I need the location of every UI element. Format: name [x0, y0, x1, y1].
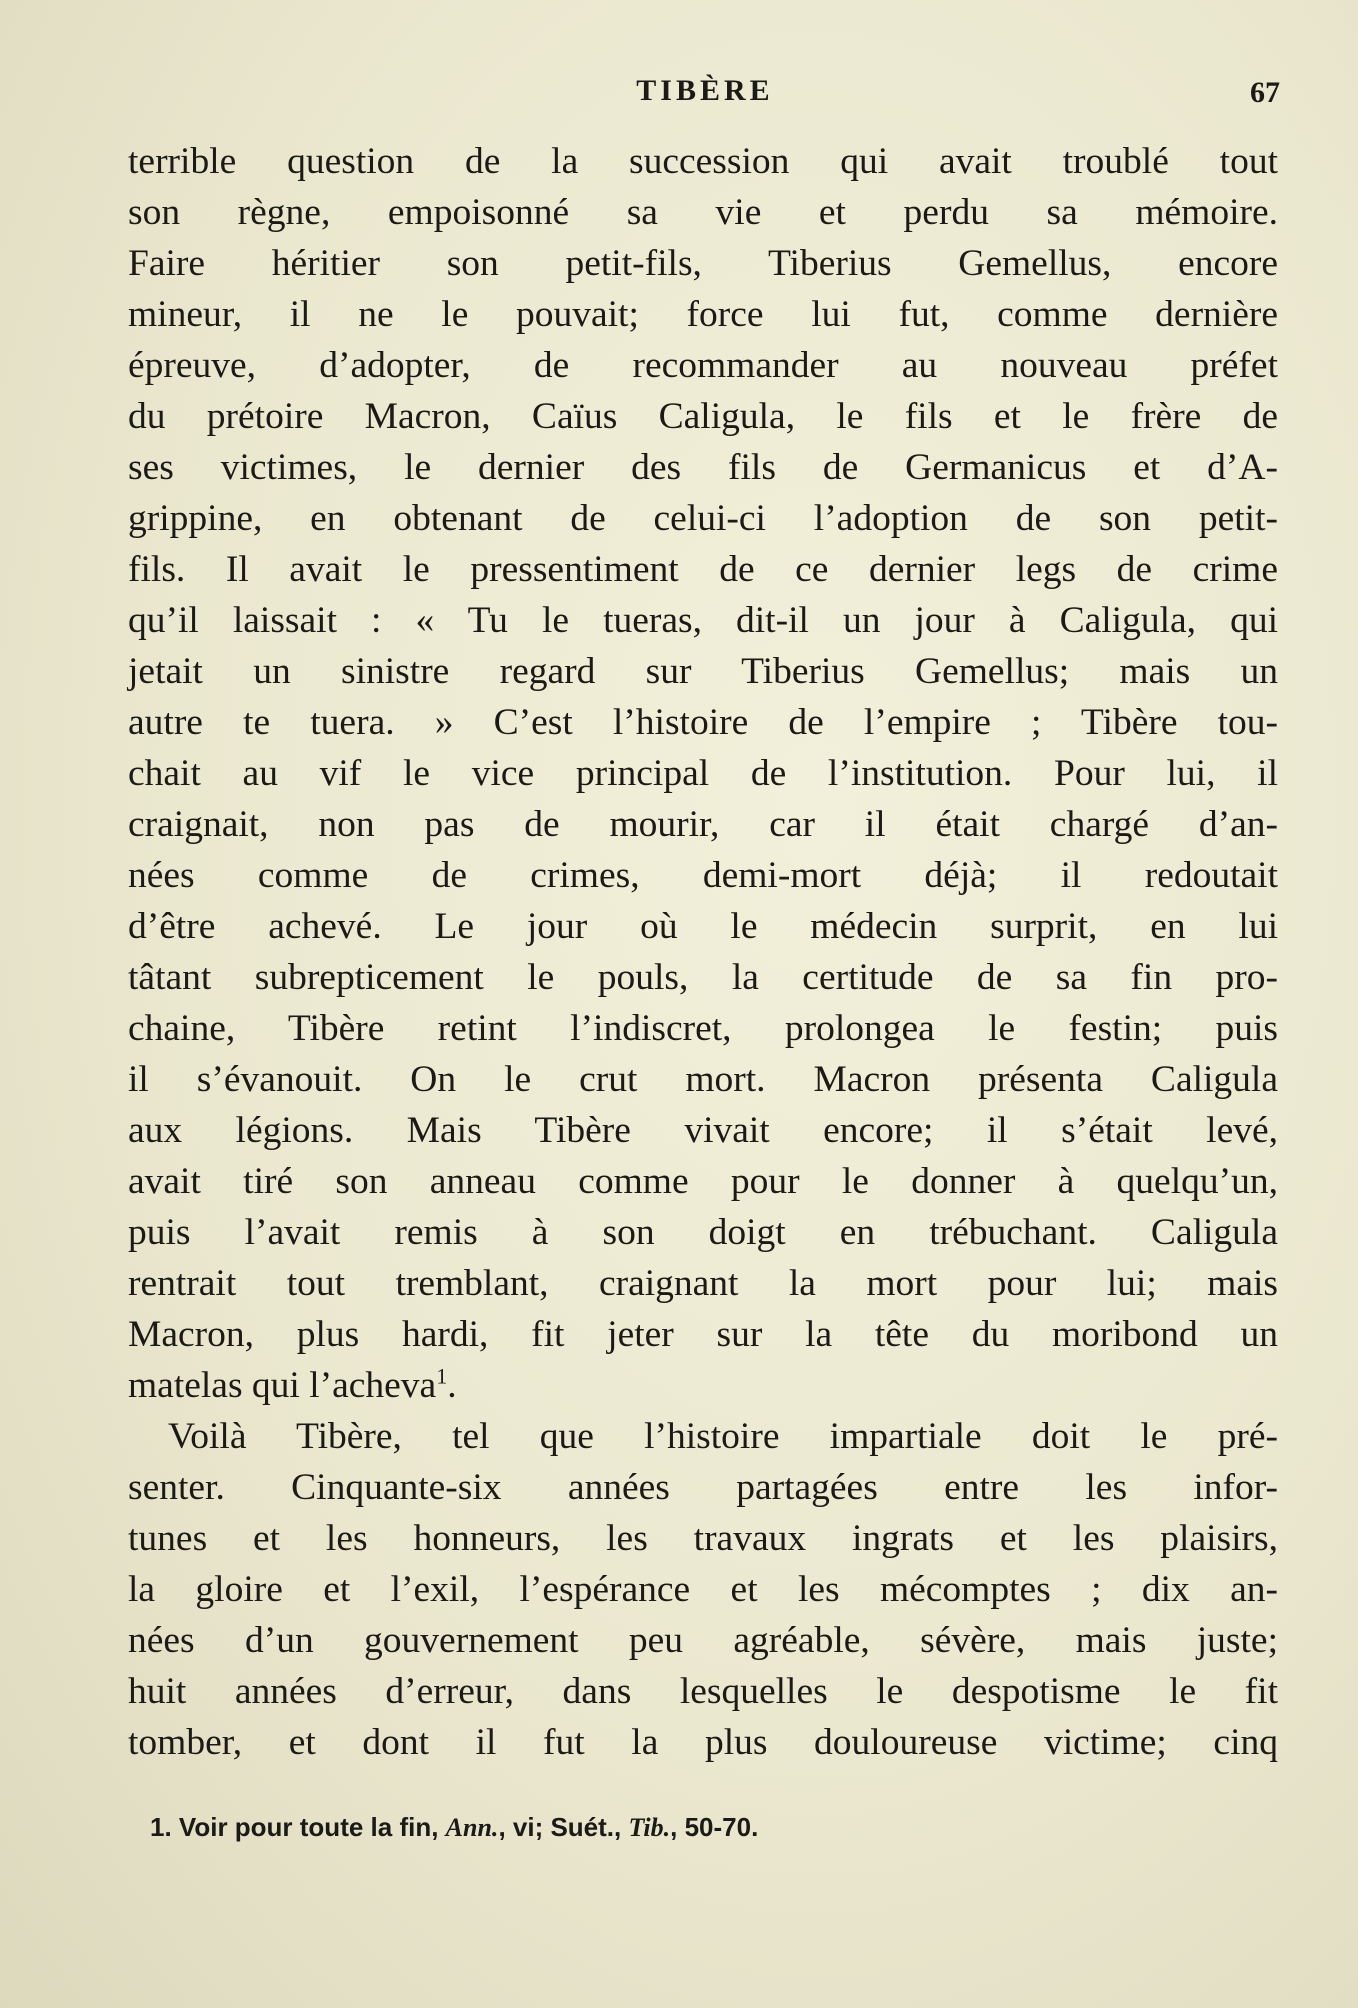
text-line: aux légions. Mais Tibère vivait encore; il s’était levé, — [128, 1110, 1278, 1151]
text-line: craignait, non pas de mourir, car il était chargé d’an- — [128, 804, 1278, 845]
text-line: grippine, en obtenant de celui-ci l’adoption de son petit- — [128, 498, 1278, 539]
footnote-marker: 1 — [436, 1363, 448, 1389]
text-line: la gloire et l’exil, l’espérance et les mécomptes ; dix an- — [128, 1569, 1278, 1610]
text-line: d’être achevé. Le jour où le médecin surprit, en lui — [128, 906, 1278, 947]
running-head-title: TIBÈRE — [636, 74, 774, 107]
text-line: il s’évanouit. On le crut mort. Macron présenta Caligula — [128, 1059, 1278, 1100]
text-line: mineur, il ne le pouvait; force lui fut, comme dernière — [128, 294, 1278, 335]
footnote-work-title: Tib. — [628, 1813, 671, 1842]
text-line: chait au vif le vice principal de l’institution. Pour lui, il — [128, 753, 1278, 794]
running-head — [0, 74, 1358, 114]
footnote-prefix: Voir pour toute la fin, — [178, 1812, 439, 1842]
paragraph-2 — [128, 1411, 1278, 1768]
text-line: du prétoire Macron, Caïus Caligula, le fils et le frère de — [128, 396, 1278, 437]
footnote-number: 1. — [150, 1812, 172, 1842]
text-line: Macron, plus hardi, fit jeter sur la tête du moribond un — [128, 1314, 1278, 1355]
text-line: autre te tuera. » C’est l’histoire de l’empire ; Tibère tou- — [128, 702, 1278, 743]
text-line: tunes et les honneurs, les travaux ingrats et les plaisirs, — [128, 1518, 1278, 1559]
sentence-end: . — [447, 1365, 457, 1406]
footnote-reference: , vi; Suét., — [498, 1812, 622, 1842]
text-line: qu’il laissait : « Tu le tueras, dit-il un jour à Caligula, qui — [128, 600, 1278, 641]
text-line: nées comme de crimes, demi-mort déjà; il redoutait — [128, 855, 1278, 896]
text-fragment: matelas qui l’acheva — [128, 1365, 437, 1406]
footnote-reference: , 50-70. — [670, 1812, 759, 1842]
text-line: rentrait tout tremblant, craignant la mort pour lui; mais — [128, 1263, 1278, 1304]
text-line: fils. Il avait le pressentiment de ce dernier legs de crime — [128, 549, 1278, 590]
footnote — [150, 1812, 1250, 1843]
text-line: senter. Cinquante-six années partagées entre les infor- — [128, 1467, 1278, 1508]
text-line: ses victimes, le dernier des fils de Germanicus et d’A- — [128, 447, 1278, 488]
footnote-work-title: Ann. — [445, 1813, 499, 1842]
text-line: chaine, Tibère retint l’indiscret, prolongea le festin; puis — [128, 1008, 1278, 1049]
text-line: son règne, empoisonné sa vie et perdu sa mémoire. — [128, 192, 1278, 233]
text-line: Voilà Tibère, tel que l’histoire impartiale doit le pré- — [168, 1416, 1278, 1457]
paragraph-1 — [128, 136, 1278, 1411]
text-line: nées d’un gouvernement peu agréable, sévère, mais juste; — [128, 1620, 1278, 1661]
page-number: 67 — [1250, 76, 1280, 109]
text-line: puis l’avait remis à son doigt en trébuchant. Caligula — [128, 1212, 1278, 1253]
text-line: tomber, et dont il fut la plus douloureuse victime; cinq — [128, 1722, 1278, 1763]
text-line: Faire héritier son petit-fils, Tiberius Gemellus, encore — [128, 243, 1278, 284]
text-line: jetait un sinistre regard sur Tiberius Gemellus; mais un — [128, 651, 1278, 692]
text-line: avait tiré son anneau comme pour le donner à quelqu’un, — [128, 1161, 1278, 1202]
text-line: terrible question de la succession qui avait troublé tout — [128, 141, 1278, 182]
body-text — [128, 136, 1278, 1768]
text-line: épreuve, d’adopter, de recommander au nouveau préfet — [128, 345, 1278, 386]
text-line: huit années d’erreur, dans lesquelles le despotisme le fit — [128, 1671, 1278, 1712]
text-line-last — [128, 1360, 1278, 1411]
text-line: tâtant subrepticement le pouls, la certitude de sa fin pro- — [128, 957, 1278, 998]
